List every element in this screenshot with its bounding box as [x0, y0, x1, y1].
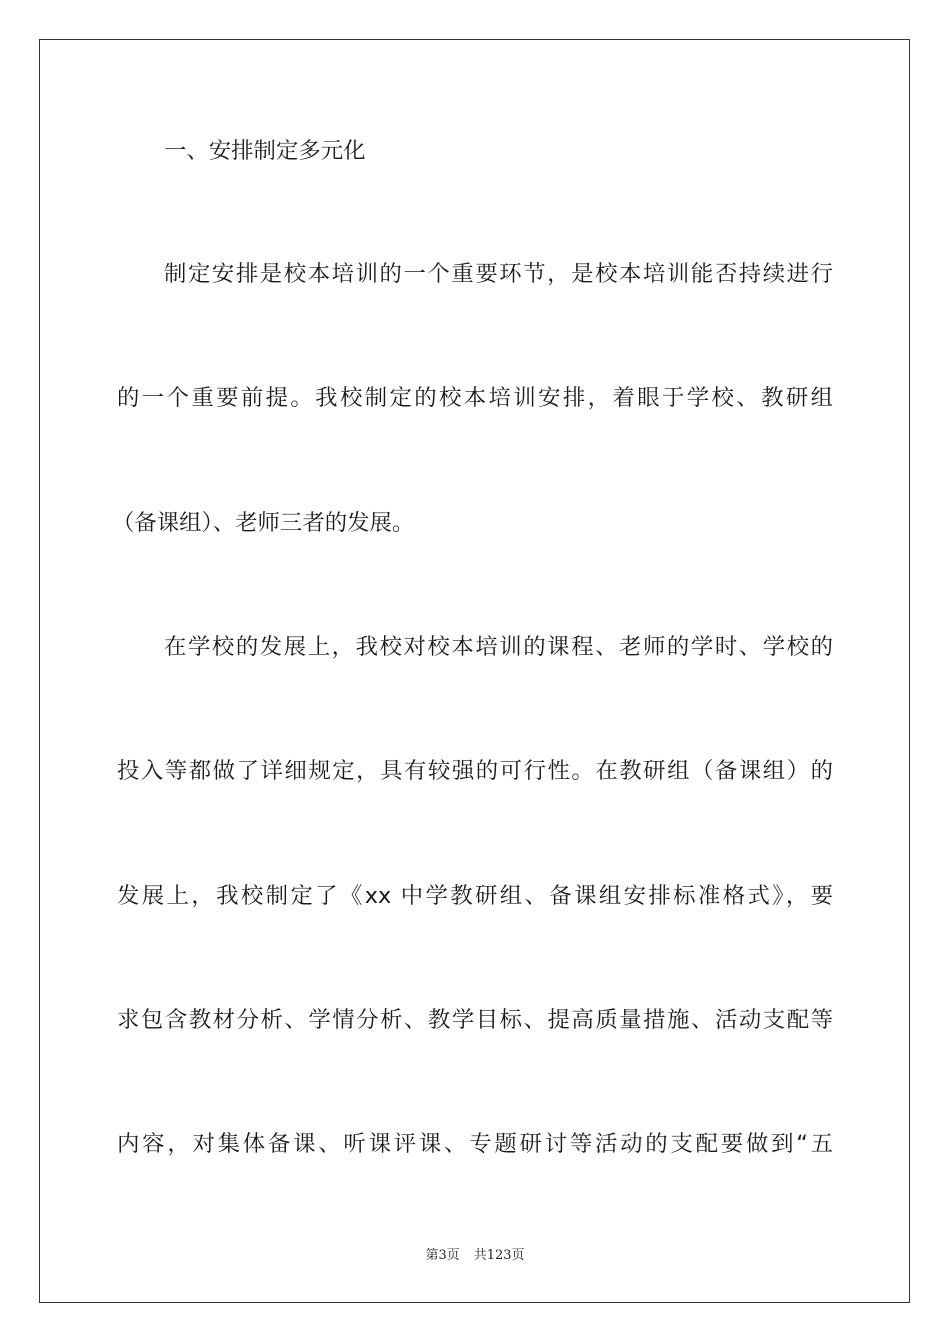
- paragraph-line: 在学校的发展上，我校对校本培训的课程、老师的学时、学校的: [164, 634, 833, 660]
- paragraph-line: 制定安排是校本培训的一个重要环节，是校本培训能否持续进行: [164, 261, 833, 287]
- paragraph-line: 求包含教材分析、学情分析、教学目标、提高质量措施、活动支配等: [117, 1007, 833, 1033]
- section-heading: 一、安排制定多元化: [164, 138, 366, 164]
- page-total: 共123页: [473, 1248, 525, 1263]
- page-border: [39, 39, 910, 1303]
- paragraph-line: 投入等都做了详细规定，具有较强的可行性。在教研组（备课组）的: [117, 758, 833, 784]
- paragraph-line: （备课组）、老师三者的发展。: [112, 510, 415, 536]
- page-number: 第3页: [425, 1248, 460, 1263]
- page-footer: [0, 1247, 950, 1265]
- paragraph-line: 的一个重要前提。我校制定的校本培训安排，着眼于学校、教研组: [117, 385, 833, 411]
- paragraph-line: 内容，对集体备课、听课评课、专题研讨等活动的支配要做到“五: [117, 1131, 833, 1157]
- paragraph-line: 发展上，我校制定了《xx 中学教研组、备课组安排标准格式》，要: [117, 883, 833, 909]
